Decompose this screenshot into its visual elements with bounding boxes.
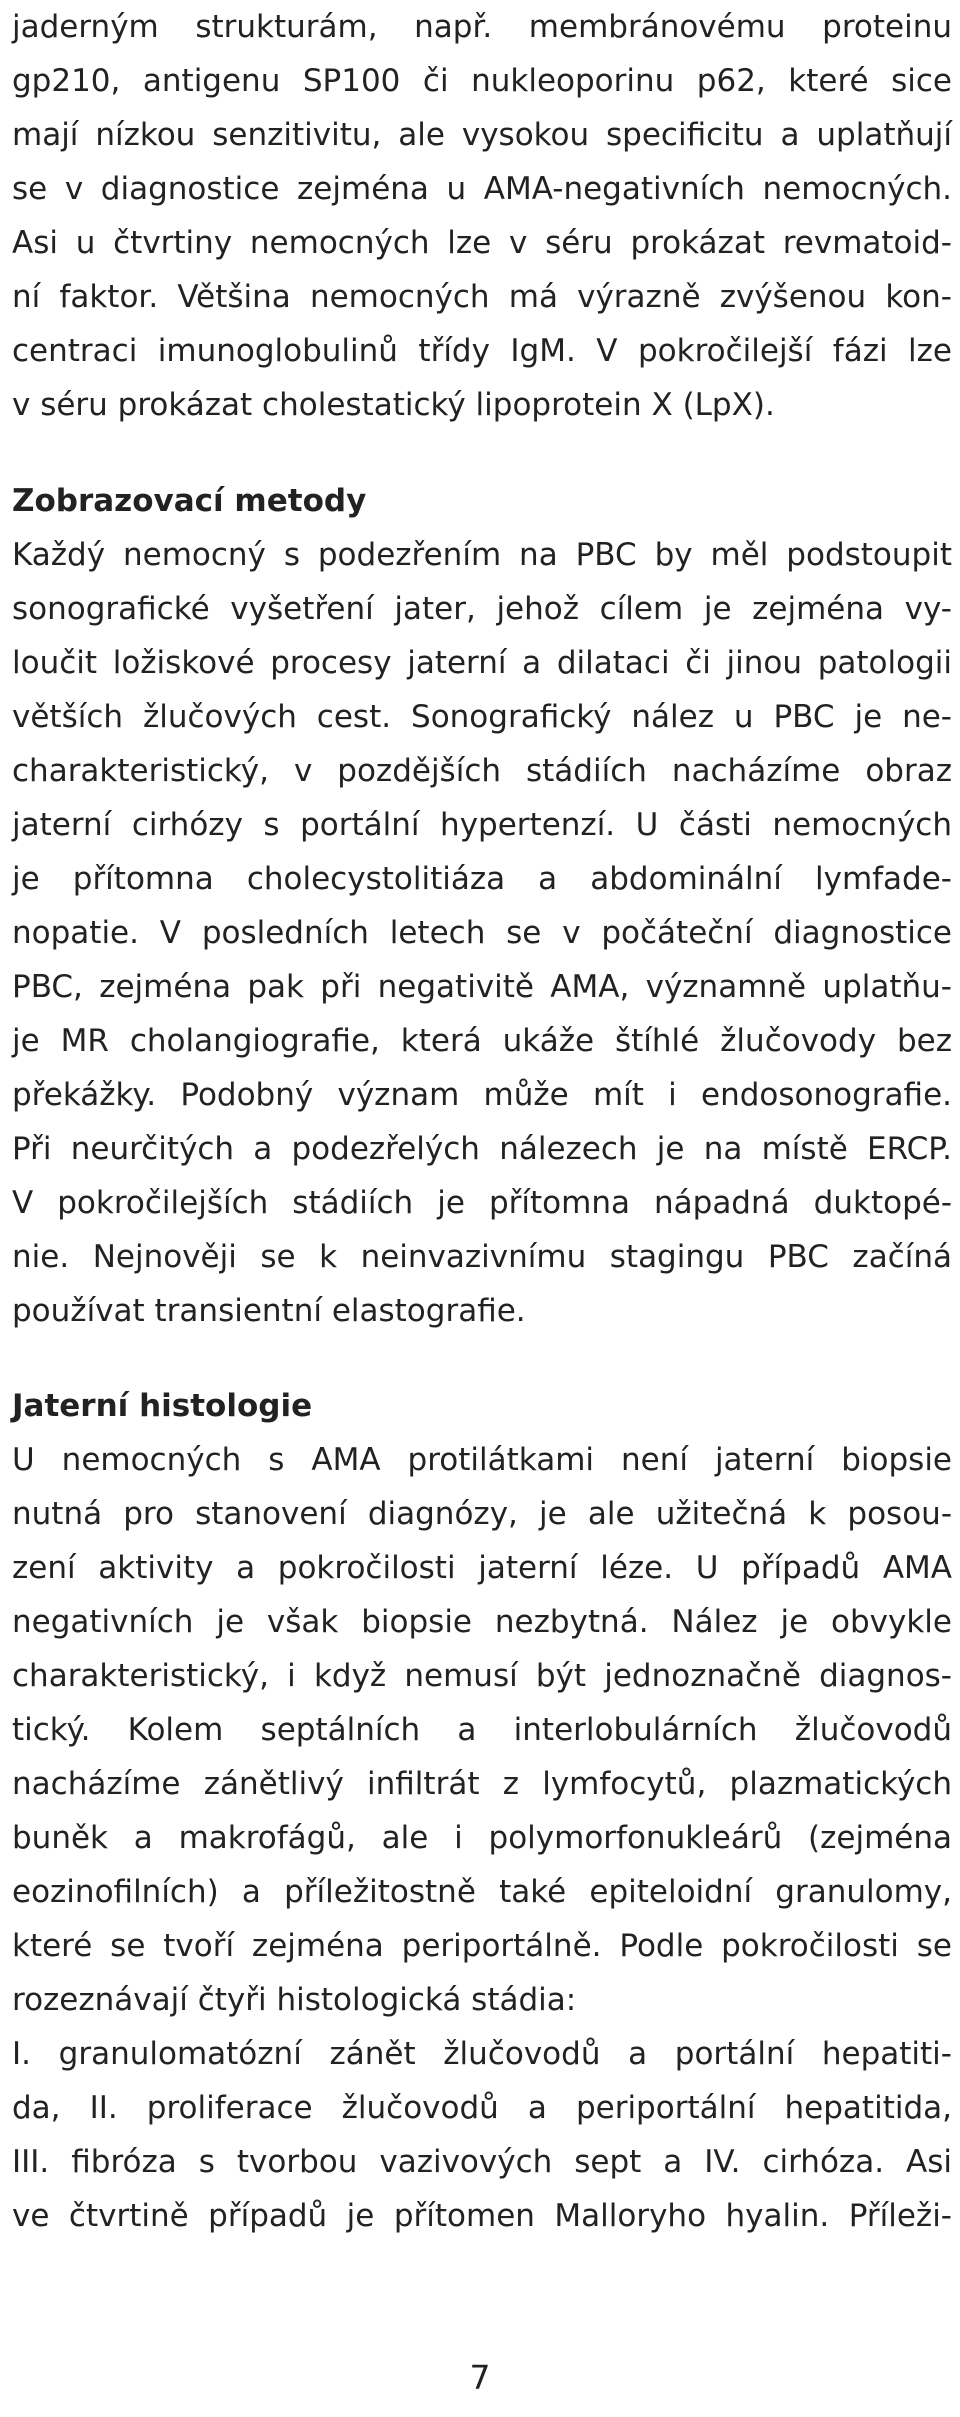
- text-line: gp210, antigenu SP100 či nukleoporinu p62, které sice: [12, 63, 952, 99]
- page-number: 7: [469, 2358, 491, 2397]
- text-line: překážky. Podobný význam může mít i endosonografie.: [12, 1077, 952, 1113]
- text-line: tický. Kolem septálních a interlobulárních žlučovodů: [12, 1712, 952, 1748]
- text-line: sonografické vyšetření jater, jehož cílem je zejména vy-: [12, 591, 952, 627]
- text-line: používat transientní elastografie.: [12, 1293, 526, 1329]
- text-line: U nemocných s AMA protilátkami není jaterní biopsie: [12, 1442, 952, 1478]
- text-line: které se tvoří zejména periportálně. Podle pokročilosti se: [12, 1928, 952, 1964]
- text-line: nacházíme zánětlivý infiltrát z lymfocytů, plazmatických: [12, 1766, 952, 1802]
- text-line: mají nízkou senzitivitu, ale vysokou specificitu a uplatňují: [12, 117, 952, 153]
- text-line: zení aktivity a pokročilosti jaterní léze. U případů AMA: [12, 1550, 952, 1586]
- text-line: eozinofilních) a příležitostně také epiteloidní granulomy,: [12, 1874, 952, 1910]
- text-line: V pokročilejších stádiích je přítomna nápadná duktopé-: [12, 1185, 952, 1221]
- text-line: III. fibróza s tvorbou vazivových sept a IV. cirhóza. Asi: [12, 2144, 952, 2180]
- text-line: v séru prokázat cholestatický lipoprotein X (LpX).: [12, 387, 775, 423]
- text-line: Asi u čtvrtiny nemocných lze v séru prokázat revmatoid-: [12, 225, 952, 261]
- text-line: se v diagnostice zejména u AMA-negativních nemocných.: [12, 171, 952, 207]
- text-line: jaterní cirhózy s portální hypertenzí. U části nemocných: [12, 807, 952, 843]
- text-line: da, II. proliferace žlučovodů a periportální hepatitida,: [12, 2090, 952, 2126]
- text-line: je přítomna cholecystolitiáza a abdominální lymfade-: [12, 861, 952, 897]
- text-line: nie. Nejnověji se k neinvazivnímu stagingu PBC začíná: [12, 1239, 952, 1275]
- text-line: jaderným strukturám, např. membránovému proteinu: [12, 9, 952, 45]
- section-heading-imaging: Zobrazovací metody: [12, 483, 367, 519]
- text-line: Každý nemocný s podezřením na PBC by měl podstoupit: [12, 537, 952, 573]
- section-heading-histology: Jaterní histologie: [12, 1388, 313, 1424]
- text-line: nutná pro stanovení diagnózy, je ale užitečná k posou-: [12, 1496, 952, 1532]
- text-line: nopatie. V posledních letech se v počáteční diagnostice: [12, 915, 952, 951]
- text-line: rozeznávají čtyři histologická stádia:: [12, 1982, 577, 2018]
- histology-section: [12, 1379, 952, 2243]
- text-line: je MR cholangiografie, která ukáže štíhlé žlučovody bez: [12, 1023, 952, 1059]
- text-line: PBC, zejména pak při negativitě AMA, významně uplatňu-: [12, 969, 952, 1005]
- text-line: negativních je však biopsie nezbytná. Nález je obvykle: [12, 1604, 952, 1640]
- text-line: ve čtvrtině případů je přítomen Malloryho hyalin. Příleži-: [12, 2198, 952, 2234]
- text-line: větších žlučových cest. Sonografický nález u PBC je ne-: [12, 699, 952, 735]
- text-line: Při neurčitých a podezřelých nálezech je na místě ERCP.: [12, 1131, 952, 1167]
- text-line: buněk a makrofágů, ale i polymorfonukleárů (zejména: [12, 1820, 952, 1856]
- intro-paragraph: [12, 0, 952, 432]
- text-line: I. granulomatózní zánět žlučovodů a portální hepatiti-: [12, 2036, 952, 2072]
- imaging-section: [12, 474, 952, 1338]
- text-line: ní faktor. Většina nemocných má výrazně zvýšenou kon-: [12, 279, 952, 315]
- text-line: loučit ložiskové procesy jaterní a dilataci či jinou patologii: [12, 645, 952, 681]
- text-line: charakteristický, v pozdějších stádiích nacházíme obraz: [12, 753, 952, 789]
- text-line: centraci imunoglobulinů třídy IgM. V pokročilejší fázi lze: [12, 333, 952, 369]
- text-line: charakteristický, i když nemusí být jednoznačně diagnos-: [12, 1658, 952, 1694]
